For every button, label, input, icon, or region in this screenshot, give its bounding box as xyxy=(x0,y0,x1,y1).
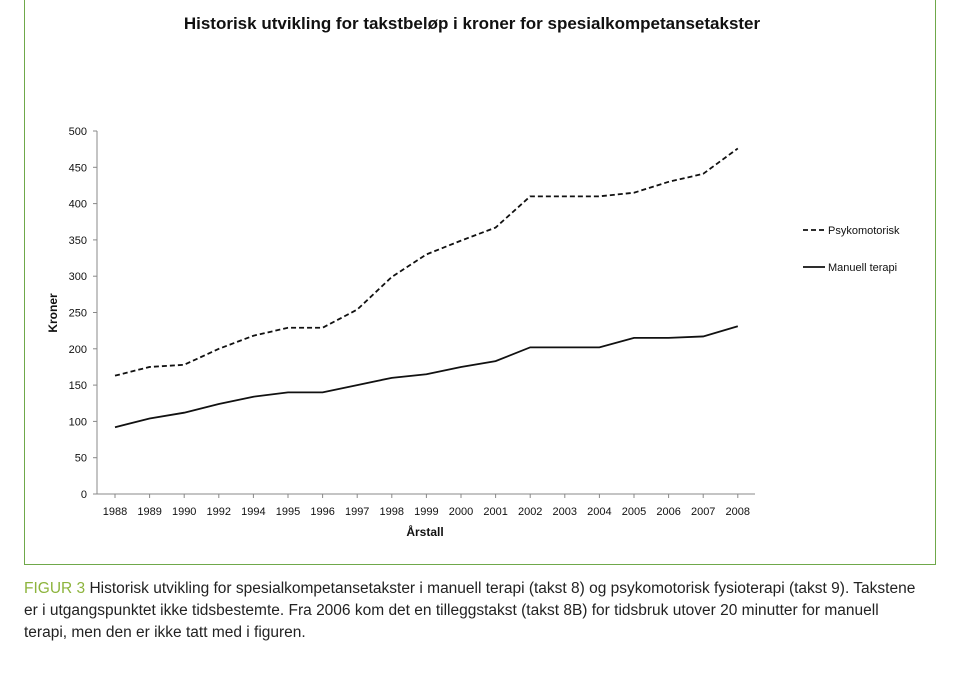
series-line-psykomotorisk xyxy=(115,148,738,375)
caption-label: FIGUR 3 xyxy=(24,580,86,597)
caption-text: Historisk utvikling for spesialkompetansetakster i manuell terapi (takst 8) og psykomotorisk fysioterapi (takst 9). Takstene er i utgangspunktet ikke tidsbestemte. Fra 2006 kom det en tilleggstakst (takst 8B) for tidsbruk utover 20 minutter for manuell terapi, men den er ikke tatt med i figuren. xyxy=(24,580,916,641)
y-tick-label: 200 xyxy=(68,343,87,356)
x-tick-label: 1995 xyxy=(275,506,301,518)
x-tick-label: 2007 xyxy=(690,506,716,518)
x-tick-label: 1994 xyxy=(241,506,266,518)
axis-ticks xyxy=(69,126,750,518)
y-tick-label: 450 xyxy=(68,162,87,175)
y-tick-label: 400 xyxy=(68,198,87,211)
x-tick-label: 2004 xyxy=(587,506,612,518)
y-tick-label: 0 xyxy=(80,489,87,501)
y-tick-label: 300 xyxy=(68,271,87,284)
x-tick-label: 1998 xyxy=(379,506,405,518)
chart-frame xyxy=(24,0,936,565)
x-tick-label: 2001 xyxy=(483,506,508,518)
x-tick-label: 1988 xyxy=(102,506,128,518)
y-tick-label: 350 xyxy=(68,234,87,247)
figure-caption xyxy=(24,578,924,644)
x-tick-label: 1992 xyxy=(206,506,232,518)
series-line-manuell-terapi xyxy=(115,326,738,427)
y-tick-label: 500 xyxy=(68,126,87,138)
x-tick-label: 2000 xyxy=(448,506,474,518)
y-tick-label: 250 xyxy=(68,307,87,320)
x-tick-label: 2005 xyxy=(621,506,647,518)
y-tick-label: 150 xyxy=(68,380,87,393)
y-tick-label: 100 xyxy=(68,416,87,429)
series-lines xyxy=(115,148,738,427)
line-chart xyxy=(25,0,937,565)
x-tick-label: 1996 xyxy=(310,506,335,518)
legend-label: Manuell terapi xyxy=(828,262,898,274)
x-tick-label: 2006 xyxy=(656,506,681,518)
x-tick-label: 1990 xyxy=(171,506,197,518)
x-tick-label: 2002 xyxy=(517,506,543,518)
x-tick-label: 1989 xyxy=(137,506,162,518)
legend xyxy=(803,225,900,274)
axes xyxy=(97,131,755,494)
x-tick-label: 1997 xyxy=(344,506,370,518)
y-axis-title: Kroner xyxy=(46,293,60,333)
x-axis-title: Årstall xyxy=(406,525,444,539)
y-tick-label: 50 xyxy=(74,452,87,465)
x-tick-label: 1999 xyxy=(414,506,439,518)
chart-title: Historisk utvikling for takstbeløp i kroner for spesialkompetansetakster xyxy=(183,14,761,33)
legend-label: Psykomotorisk xyxy=(828,225,900,237)
x-tick-label: 2008 xyxy=(725,506,751,518)
x-tick-label: 2003 xyxy=(552,506,578,518)
